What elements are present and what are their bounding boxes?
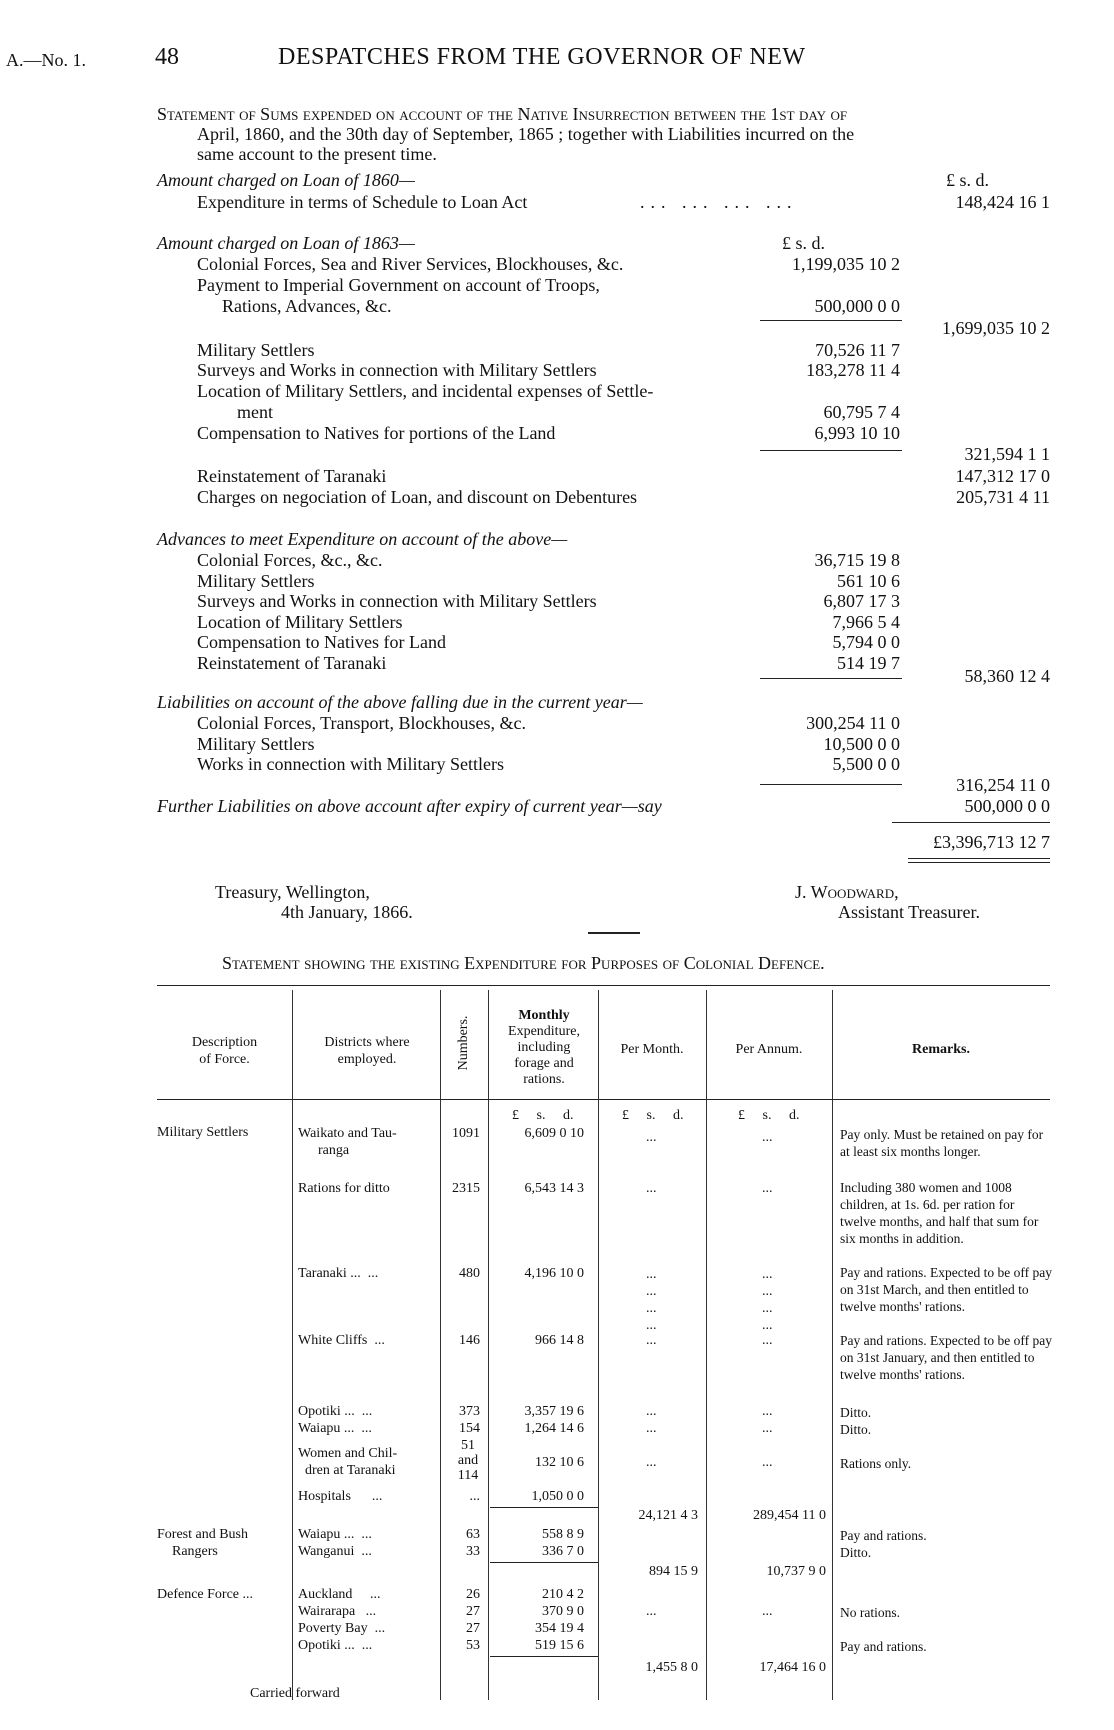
lsd-per-month: £ s. d. [622,1108,684,1123]
col-header-monthly-line4: forage and [514,1056,574,1071]
numbers-fr-waiapu: 63 [466,1527,480,1542]
loan-1860-heading: Amount charged on Loan of 1860— [157,170,415,190]
numbers-fr-wanganui: 33 [466,1544,480,1559]
per-annum-ellipsis: ... [762,1421,773,1436]
district-waiapu: Waiapu ... ... [298,1421,372,1436]
per-annum-ellipsis: ... [762,1604,773,1619]
page-number: 48 [155,44,179,70]
district-df-opotiki-label: Opotiki [298,1638,341,1653]
liability-item-label: Colonial Forces, Transport, Blockhouses, &c. [197,713,526,733]
advance-item-label: Colonial Forces, &c., &c. [197,550,383,570]
col-header-districts-line2: employed. [337,1052,397,1067]
liability-item-label: Works in connection with Military Settlers [197,754,505,775]
colonial-forces-amount: 1,199,035 10 2 [792,254,900,274]
col-header-monthly-line3: including [517,1040,571,1055]
col-header-per-month: Per Month. [620,1042,684,1057]
subtotal-rule [490,1656,598,1657]
fr-per-annum: 10,737 9 0 [766,1564,826,1579]
advance-item-label: Military Settlers [197,570,315,591]
remark-rations: Including 380 women and 1008 children, at 1s. 6d. per ration for twelve months, and half that sum for six months in addition. [840,1180,1039,1246]
statement-intro-line3: same account to the present time. [197,144,437,164]
grand-total: £3,396,713 12 7 [933,832,1050,852]
numbers-hospitals: ... [469,1489,480,1504]
lsd-header-inner: £ s. d. [782,233,826,253]
subtotal-rule [760,320,902,321]
monthly-fr-wanganui: 336 7 0 [542,1544,584,1559]
district-white-cliffs-label: White Cliffs [298,1333,368,1348]
monthly-waiapu: 1,264 14 6 [524,1421,584,1436]
remark-df-1: No rations. [840,1605,900,1620]
payment-item-line1: Payment to Imperial Government on account of Troops, [197,275,600,295]
monthly-white-cliffs: 966 14 8 [535,1333,584,1348]
advances-heading: Advances to meet Expenditure on account of the above— [157,529,568,549]
reinstatement-amount: 147,312 17 0 [955,466,1050,486]
statement-intro-line2: April, 1860, and the 30th day of September, 1865 ; together with Liabilities incurred on the [197,124,855,144]
per-month-ellipsis: ... [646,1333,657,1348]
district-opotiki: Opotiki ... ... [298,1404,373,1419]
statement2-title: Statement showing the existing Expenditure for Purposes of Colonial Defence. [222,953,825,973]
advance-item-amount: 6,807 17 3 [823,591,900,612]
total-rule [892,822,1050,823]
district-taranaki: Taranaki ... ... [298,1266,379,1281]
liability-item-amount: 300,254 11 0 [806,713,900,733]
force-military-settlers: Military Settlers [157,1125,249,1140]
advance-item-amount: 7,966 5 4 [832,611,900,632]
leader-dots: ... ... ... ... [640,192,798,212]
charges-item: Charges on negociation of Loan, and discount on Debentures [197,487,638,507]
numbers-df-opotiki: 53 [466,1638,480,1653]
subtotal-rule [760,450,902,451]
charges-amount: 205,731 4 11 [956,487,1050,507]
monthly-df-opotiki: 519 15 6 [535,1638,584,1653]
remark-white-cliffs: Pay and rations. Expected to be off pay on 31st January, and then entitled to twelve months' rations. [840,1333,1052,1382]
location-item-line2: ment [237,402,273,422]
surveys-item: Surveys and Works in connection with Military Settlers [197,360,597,380]
numbers-white-cliffs: 146 [459,1333,480,1348]
monthly-df-wairarapa: 370 9 0 [542,1604,584,1619]
liability-item-amount: 10,500 0 0 [823,733,900,754]
monthly-rations: 6,543 14 3 [524,1181,584,1196]
advance-item-amount: 514 19 7 [837,653,900,673]
per-month-ellipsis: ... [646,1604,657,1619]
column-rule [706,990,707,1700]
double-rule-bottom [908,862,1050,863]
monthly-df-auckland: 210 4 2 [542,1587,584,1602]
col-header-description-line1: Description [191,1035,258,1050]
col-header-districts-line1: Districts where [324,1035,410,1050]
page-title: DESPATCHES FROM THE GOVERNOR OF NEW [278,44,806,70]
district-white-cliffs: White Cliffs ... [298,1333,385,1348]
table-header-rule [157,1099,1050,1100]
column-rule [598,990,599,1700]
numbers-women [450,1438,486,1483]
numbers-women-b: 114 [457,1468,479,1483]
per-annum-ellipsis-stack: ... ... ... ... [762,1267,773,1333]
further-liabilities-amount: 500,000 0 0 [964,796,1050,816]
col-header-monthly-line2: Expenditure, [508,1024,580,1039]
district-df-auckland: Auckland ... [298,1587,381,1602]
numbers-women-a: 51 [461,1438,475,1453]
per-month-ellipsis: ... [646,1455,657,1470]
district-waikato-line2: ranga [318,1143,350,1158]
district-waikato-line1: Waikato and Tau- [298,1126,397,1141]
monthly-hospitals: 1,050 0 0 [531,1489,584,1504]
per-month-ellipsis: ... [646,1404,657,1419]
col-header-monthly-line1: Monthly [518,1008,570,1023]
signature-name: J. Woodward, [795,882,899,902]
fr-per-month: 894 15 9 [649,1564,698,1579]
advance-item-amount: 5,794 0 0 [832,632,900,653]
district-df-poverty: Poverty Bay ... [298,1621,386,1636]
signature-date: 4th January, 1866. [281,902,413,922]
district-opotiki-label: Opotiki [298,1404,341,1419]
remark-waiapu: Ditto. [840,1422,872,1437]
remark-df-2: Pay and rations. [840,1639,927,1654]
col-header-description [157,1034,292,1068]
ms-per-annum: 289,454 11 0 [753,1508,826,1523]
district-women-line1: Women and Chil- [298,1446,398,1461]
per-annum-ellipsis: ... [762,1181,773,1196]
district-women-line2: dren at Taranaki [305,1463,396,1478]
force-defence-label: Defence Force [157,1587,240,1602]
district-hospitals: Hospitals ... [298,1489,383,1504]
numbers-rations: 2315 [452,1181,480,1196]
numbers-df-auckland: 26 [466,1587,480,1602]
numbers-women-and: and [457,1453,479,1468]
numbers-waiapu: 154 [459,1421,480,1436]
district-df-auckland-label: Auckland [298,1587,353,1602]
advance-item-label: Reinstatement of Taranaki [197,653,387,673]
payment-item-line2: Rations, Advances, &c. [222,296,392,316]
advance-item-amount: 561 10 6 [837,570,900,591]
force-forest-line2: Rangers [172,1544,218,1559]
remark-waikato: Pay only. Must be retained on pay for at least six months longer. [840,1127,1044,1159]
liabilities-total: 316,254 11 0 [956,775,1050,795]
district-fr-waiapu: Waiapu ... ... [298,1527,372,1542]
df-per-annum: 17,464 16 0 [759,1660,826,1675]
carried-forward: Carried forward [250,1686,340,1701]
numbers-df-wairarapa: 27 [466,1604,480,1619]
section-separator [588,932,640,934]
district-df-opotiki: Opotiki ... ... [298,1638,373,1653]
per-annum-ellipsis: ... [762,1130,773,1145]
district-taranaki-label: Taranaki [298,1266,347,1281]
monthly-opotiki: 3,357 19 6 [524,1404,584,1419]
numbers-waikato: 1091 [452,1126,480,1141]
military-settlers-amount: 70,526 11 7 [815,340,900,360]
per-annum-ellipsis: ... [762,1333,773,1348]
numbers-df-poverty: 27 [466,1621,480,1636]
subtotal-rule [760,784,902,785]
signature-place: Treasury, Wellington, [215,882,370,902]
district-df-wairarapa: Wairarapa ... [298,1604,377,1619]
advances-total: 58,360 12 4 [964,666,1050,686]
monthly-df-poverty: 354 19 4 [535,1621,584,1636]
remark-taranaki: Pay and rations. Expected to be off pay on 31st March, and then entitled to twelve months' rations. [840,1265,1052,1314]
remark-women: Rations only. [840,1456,912,1471]
further-liabilities-item: Further Liabilities on above account after expiry of current year—say [157,796,662,816]
colonial-forces-item: Colonial Forces, Sea and River Services, Blockhouses, &c. [197,254,624,274]
column-rule [488,990,489,1700]
location-amount: 60,795 7 4 [823,402,900,422]
location-item-line1: Location of Military Settlers, and incidental expenses of Settle- [197,381,654,401]
subtotal-1: 1,699,035 10 2 [942,318,1050,338]
remark-opotiki: Ditto. [840,1405,872,1420]
signature-role: Assistant Treasurer. [838,902,981,922]
military-settlers-item: Military Settlers [197,340,315,360]
col-header-remarks: Remarks. [912,1042,970,1057]
per-annum-ellipsis: ... [762,1455,773,1470]
subtotal-rule [490,1507,598,1508]
district-df-wairarapa-label: Wairarapa [298,1604,356,1619]
numbers-opotiki: 373 [459,1404,480,1419]
col-header-monthly-line5: rations. [523,1072,565,1087]
col-header-districts [294,1034,440,1068]
col-header-numbers: Numbers. [456,1015,471,1071]
column-rule [832,990,833,1700]
reinstatement-item: Reinstatement of Taranaki [197,466,387,486]
district-rations: Rations for ditto [298,1181,390,1196]
lsd-header: £ s. d. [946,170,990,190]
district-hospitals-label: Hospitals [298,1489,351,1504]
per-month-ellipsis: ... [646,1130,657,1145]
district-fr-wanganui: Wanganui ... [298,1544,372,1559]
per-annum-ellipsis: ... [762,1404,773,1419]
monthly-waikato: 6,609 0 10 [524,1126,584,1141]
monthly-taranaki: 4,196 10 0 [524,1266,584,1281]
subtotal-rule [760,678,902,679]
advance-item-label: Location of Military Settlers [197,611,403,632]
col-header-per-annum: Per Annum. [735,1042,803,1057]
district-fr-waiapu-label: Waiapu [298,1527,341,1542]
advance-item-amount: 36,715 19 8 [814,550,900,570]
double-rule-top [908,858,1050,859]
compensation-amount: 6,993 10 10 [814,423,900,443]
column-rule [440,990,441,1700]
per-month-ellipsis: ... [646,1181,657,1196]
column-rule [292,990,293,1700]
remark-fr-wanganui: Ditto. [840,1545,872,1560]
district-waiapu-label: Waiapu [298,1421,341,1436]
table-top-rule [157,985,1050,986]
statement-intro-line1: Statement of Sums expended on account of the Native Insurrection between the 1st day of [157,104,848,124]
advance-item-label: Compensation to Natives for Land [197,632,446,653]
force-defence: Defence Force ... [157,1587,254,1602]
col-header-description-line2: of Force. [199,1052,250,1067]
remark-fr-waiapu: Pay and rations. [840,1528,927,1543]
advance-item-label: Surveys and Works in connection with Military Settlers [197,591,597,612]
per-month-ellipsis-stack: ... ... ... ... [646,1267,657,1333]
district-fr-wanganui-label: Wanganui [298,1544,355,1559]
subtotal-2: 321,594 1 1 [964,444,1050,464]
numbers-taranaki: 480 [459,1266,480,1281]
liabilities-heading: Liabilities on account of the above falling due in the current year— [157,692,643,712]
document-reference: A.—No. 1. [6,50,86,70]
col-header-monthly [490,1008,598,1088]
compensation-item: Compensation to Natives for portions of the Land [197,423,556,443]
subtotal-rule [490,1562,598,1563]
monthly-women: 132 10 6 [535,1455,584,1470]
lsd-per-annum: £ s. d. [738,1108,800,1123]
loan-1860-item: Expenditure in terms of Schedule to Loan Act [197,192,528,212]
loan-1863-heading: Amount charged on Loan of 1863— [157,233,415,253]
force-forest-line1: Forest and Bush [157,1527,248,1542]
liability-item-label: Military Settlers [197,733,315,754]
monthly-fr-waiapu: 558 8 9 [542,1527,584,1542]
liability-item-amount: 5,500 0 0 [832,754,900,775]
surveys-amount: 183,278 11 4 [806,360,900,380]
loan-1860-total: 148,424 16 1 [955,192,1050,212]
per-month-ellipsis: ... [646,1421,657,1436]
ms-per-month: 24,121 4 3 [638,1508,698,1523]
df-per-month: 1,455 8 0 [645,1660,698,1675]
lsd-monthly: £ s. d. [512,1108,574,1123]
district-df-poverty-label: Poverty Bay [298,1621,368,1636]
payment-amount: 500,000 0 0 [814,296,900,316]
